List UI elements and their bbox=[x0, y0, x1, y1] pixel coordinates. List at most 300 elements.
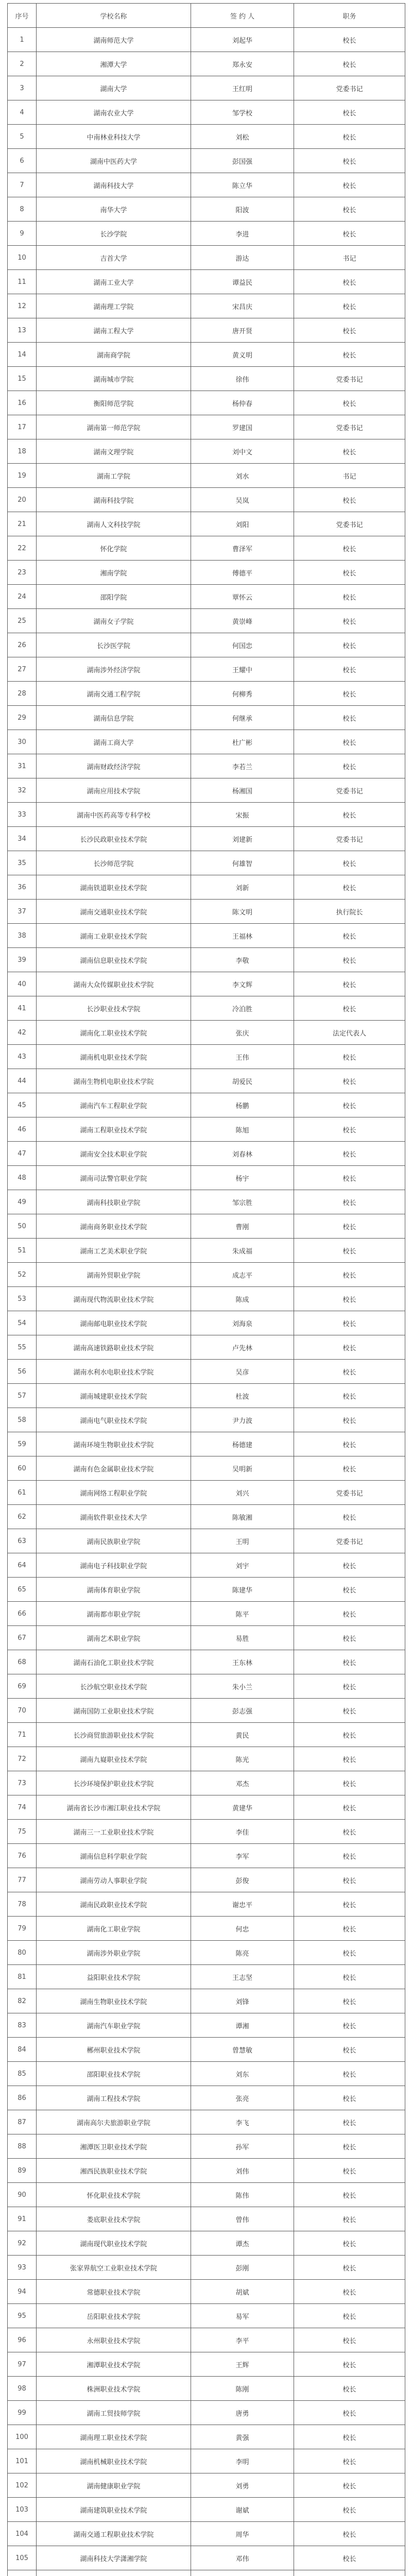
table-row bbox=[8, 173, 405, 197]
row-index: 76 bbox=[8, 1844, 37, 1868]
position: 校长 bbox=[294, 2304, 405, 2328]
row-index: 60 bbox=[8, 1456, 37, 1481]
table-row bbox=[8, 1432, 405, 1456]
school-name: 湖南健康职业学院 bbox=[37, 2473, 191, 2498]
position: 校长 bbox=[294, 1578, 405, 1602]
school-name: 湖南劳动人事职业学院 bbox=[37, 1868, 191, 1892]
row-index: 73 bbox=[8, 1771, 37, 1795]
school-name: 湖南中医药大学 bbox=[37, 149, 191, 173]
signatory-name: 成志平 bbox=[191, 1263, 294, 1287]
signatory-name: 邓伟 bbox=[191, 2546, 294, 2570]
school-name: 湖南信息科学职业学院 bbox=[37, 1844, 191, 1868]
row-index: 94 bbox=[8, 2280, 37, 2304]
position: 校长 bbox=[294, 1505, 405, 1529]
position: 校长 bbox=[294, 2522, 405, 2546]
school-name: 湘潭大学 bbox=[37, 52, 191, 76]
signatory-name: 陈平 bbox=[191, 1602, 294, 1626]
signatory-name: 曹泽军 bbox=[191, 536, 294, 561]
row-index: 35 bbox=[8, 851, 37, 875]
table-row bbox=[8, 972, 405, 996]
signatory-name: 刘海泉 bbox=[191, 1311, 294, 1335]
row-index: 54 bbox=[8, 1311, 37, 1335]
school-name: 湖南水利水电职业技术学院 bbox=[37, 1360, 191, 1384]
signatory-name: 谭湘 bbox=[191, 2013, 294, 2038]
table-row bbox=[8, 996, 405, 1021]
table-row bbox=[8, 1868, 405, 1892]
school-name: 南华大学 bbox=[37, 197, 191, 222]
table-row bbox=[8, 222, 405, 246]
position: 校长 bbox=[294, 1408, 405, 1432]
position: 校长 bbox=[294, 2352, 405, 2377]
table-row bbox=[8, 2570, 405, 2576]
header-signatory: 签 约 人 bbox=[191, 4, 294, 28]
signatory-name: 刘阳 bbox=[191, 512, 294, 536]
school-name: 长沙商贸旅游职业技术学院 bbox=[37, 1723, 191, 1747]
signatory-name: 王耀中 bbox=[191, 657, 294, 682]
school-name: 湖南工贸技师学院 bbox=[37, 2401, 191, 2425]
table-row bbox=[8, 2086, 405, 2110]
row-index: 5 bbox=[8, 125, 37, 149]
school-name: 湖南安全技术职业学院 bbox=[37, 1142, 191, 1166]
signatory-name: 冷泊胜 bbox=[191, 996, 294, 1021]
signatory-name: 黄强 bbox=[191, 2425, 294, 2449]
row-index: 59 bbox=[8, 1432, 37, 1456]
school-name: 湖南工业大学 bbox=[37, 270, 191, 294]
school-name: 湖南工程技术学院 bbox=[37, 2086, 191, 2110]
row-index: 10 bbox=[8, 246, 37, 270]
school-name: 湖南国防工业职业技术学院 bbox=[37, 1699, 191, 1723]
table-row bbox=[8, 1553, 405, 1578]
signatory-name: 何继承 bbox=[191, 706, 294, 730]
school-name: 湖南九嶷职业技术学院 bbox=[37, 1747, 191, 1771]
row-index: 100 bbox=[8, 2425, 37, 2449]
position: 校长 bbox=[294, 536, 405, 561]
school-name: 湖南师范大学 bbox=[37, 28, 191, 52]
signatory-name: 刘新 bbox=[191, 875, 294, 900]
position: 校长 bbox=[294, 2449, 405, 2473]
school-name: 湖南高速铁路职业技术学院 bbox=[37, 1335, 191, 1360]
table-row bbox=[8, 464, 405, 488]
school-name: 湖南人文科技学院 bbox=[37, 512, 191, 536]
row-index: 43 bbox=[8, 1045, 37, 1069]
position: 校长 bbox=[294, 1626, 405, 1650]
position: 校长 bbox=[294, 1239, 405, 1263]
table-row bbox=[8, 1335, 405, 1360]
school-name: 湖南石油化工职业技术学院 bbox=[37, 1650, 191, 1674]
school-name: 湖南第一师范学院 bbox=[37, 415, 191, 439]
school-name: 湖南商务职业技术学院 bbox=[37, 1214, 191, 1239]
position: 校长 bbox=[294, 2013, 405, 2038]
position: 党委书记 bbox=[294, 76, 405, 100]
signatory-name: 陈敏湘 bbox=[191, 1505, 294, 1529]
school-name: 长沙学院 bbox=[37, 222, 191, 246]
table-row bbox=[8, 1166, 405, 1190]
row-index: 33 bbox=[8, 803, 37, 827]
row-index: 79 bbox=[8, 1917, 37, 1941]
signatory-name: 何忠 bbox=[191, 1917, 294, 1941]
position: 校长 bbox=[294, 1699, 405, 1723]
school-name: 湖南大众传媒职业技术学院 bbox=[37, 972, 191, 996]
signatory-name: 黄崇峰 bbox=[191, 609, 294, 633]
signatory-name: 邹学校 bbox=[191, 100, 294, 125]
table-row bbox=[8, 2449, 405, 2473]
row-index: 71 bbox=[8, 1723, 37, 1747]
row-index: 18 bbox=[8, 439, 37, 464]
row-index: 66 bbox=[8, 1602, 37, 1626]
signatory-name: 邓杰 bbox=[191, 1771, 294, 1795]
signatory-name: 杨宇 bbox=[191, 1166, 294, 1190]
row-index: 23 bbox=[8, 561, 37, 585]
signatory-name: 黄民 bbox=[191, 1723, 294, 1747]
row-index: 70 bbox=[8, 1699, 37, 1723]
signatory-name: 覃怀云 bbox=[191, 585, 294, 609]
position: 校长 bbox=[294, 657, 405, 682]
table-row bbox=[8, 125, 405, 149]
signatory-name: 李佳 bbox=[191, 1820, 294, 1844]
school-name: 湖南生物机电职业技术学院 bbox=[37, 1069, 191, 1093]
table-row bbox=[8, 1650, 405, 1674]
school-name: 长沙民政职业技术学院 bbox=[37, 827, 191, 851]
school-name: 湖南机械职业技术学院 bbox=[37, 2449, 191, 2473]
position: 校长 bbox=[294, 2546, 405, 2570]
table-row bbox=[8, 318, 405, 343]
signatory-name: 陈立华 bbox=[191, 173, 294, 197]
position: 校长 bbox=[294, 609, 405, 633]
row-index: 78 bbox=[8, 1892, 37, 1917]
table-row bbox=[8, 1529, 405, 1553]
row-index: 26 bbox=[8, 633, 37, 657]
signatory-name: 李飞 bbox=[191, 2110, 294, 2134]
signatory-name: 刘春林 bbox=[191, 1142, 294, 1166]
signatory-table bbox=[7, 3, 405, 2576]
position: 校长 bbox=[294, 1892, 405, 1917]
table-row bbox=[8, 1045, 405, 1069]
position: 校长 bbox=[294, 1384, 405, 1408]
row-index: 99 bbox=[8, 2401, 37, 2425]
row-index: 98 bbox=[8, 2377, 37, 2401]
row-index: 45 bbox=[8, 1093, 37, 1117]
row-index: 84 bbox=[8, 2038, 37, 2062]
school-name: 长沙环境保护职业技术学院 bbox=[37, 1771, 191, 1795]
signatory-name: 唐开贤 bbox=[191, 318, 294, 343]
position: 校长 bbox=[294, 2280, 405, 2304]
table-row bbox=[8, 488, 405, 512]
signatory-name: 易军 bbox=[191, 2304, 294, 2328]
table-row bbox=[8, 1578, 405, 1602]
position: 校长 bbox=[294, 439, 405, 464]
signatory-name: 邹宗胜 bbox=[191, 1190, 294, 1214]
position: 校长 bbox=[294, 706, 405, 730]
table-row bbox=[8, 2038, 405, 2062]
school-name: 湖南现代职业技术学院 bbox=[37, 2231, 191, 2256]
table-row bbox=[8, 1771, 405, 1795]
table-row bbox=[8, 1795, 405, 1820]
position: 校长 bbox=[294, 1287, 405, 1311]
table-row bbox=[8, 2522, 405, 2546]
school-name: 湖南农业大学 bbox=[37, 100, 191, 125]
signatory-name: 彭志强 bbox=[191, 1699, 294, 1723]
position: 校长 bbox=[294, 1069, 405, 1093]
signatory-name: 徐伟 bbox=[191, 367, 294, 391]
row-index: 104 bbox=[8, 2522, 37, 2546]
table-row bbox=[8, 609, 405, 633]
school-name: 湖南工程职业技术学院 bbox=[37, 1117, 191, 1142]
row-index: 74 bbox=[8, 1795, 37, 1820]
school-name: 湖南软件职业技术大学 bbox=[37, 1505, 191, 1529]
signatory-name: 陈刚 bbox=[191, 2377, 294, 2401]
signatory-name: 杨仲春 bbox=[191, 391, 294, 415]
row-index: 42 bbox=[8, 1021, 37, 1045]
school-name: 湖南体育职业学院 bbox=[37, 1578, 191, 1602]
position: 党委书记 bbox=[294, 512, 405, 536]
school-name: 长沙航空职业技术学院 bbox=[37, 1674, 191, 1699]
row-index: 93 bbox=[8, 2256, 37, 2280]
row-index: 14 bbox=[8, 343, 37, 367]
row-index: 68 bbox=[8, 1650, 37, 1674]
school-name: 湖南省长沙市湘江职业技术学院 bbox=[37, 1795, 191, 1820]
position: 校长 bbox=[294, 803, 405, 827]
row-index: 105 bbox=[8, 2546, 37, 2570]
table-row bbox=[8, 1069, 405, 1093]
table-row bbox=[8, 2062, 405, 2086]
signatory-name: 谢斌 bbox=[191, 2498, 294, 2522]
signatory-name: 何柳秀 bbox=[191, 682, 294, 706]
school-name: 岳阳职业技术学院 bbox=[37, 2304, 191, 2328]
row-index: 83 bbox=[8, 2013, 37, 2038]
row-index: 92 bbox=[8, 2231, 37, 2256]
table-row bbox=[8, 1892, 405, 1917]
signatory-name: 王东林 bbox=[191, 1650, 294, 1674]
school-name: 娄底职业技术学院 bbox=[37, 2207, 191, 2231]
signatory-name: 彭刚 bbox=[191, 2256, 294, 2280]
position: 校长 bbox=[294, 730, 405, 754]
school-name: 湘南学院 bbox=[37, 561, 191, 585]
row-index: 56 bbox=[8, 1360, 37, 1384]
position: 校长 bbox=[294, 924, 405, 948]
school-name: 湖南化工职业技术学院 bbox=[37, 1021, 191, 1045]
row-index: 63 bbox=[8, 1529, 37, 1553]
position: 校长 bbox=[294, 28, 405, 52]
school-name: 湖南生物职业技术学院 bbox=[37, 1989, 191, 2013]
signatory-name: 曾伟 bbox=[191, 2207, 294, 2231]
table-row bbox=[8, 1021, 405, 1045]
signatory-table-sheet bbox=[7, 3, 405, 2576]
signatory-name: 杨湘国 bbox=[191, 778, 294, 803]
row-index: 48 bbox=[8, 1166, 37, 1190]
table-row bbox=[8, 1820, 405, 1844]
signatory-name: 唐勇 bbox=[191, 2401, 294, 2425]
position: 校长 bbox=[294, 1795, 405, 1820]
position: 校长 bbox=[294, 2183, 405, 2207]
position: 校长 bbox=[294, 1166, 405, 1190]
position: 校长 bbox=[294, 1989, 405, 2013]
school-name: 湖南城市学院 bbox=[37, 367, 191, 391]
table-row bbox=[8, 1263, 405, 1287]
position: 校长 bbox=[294, 2062, 405, 2086]
table-row bbox=[8, 2110, 405, 2134]
school-name: 湖南科技职业学院 bbox=[37, 1190, 191, 1214]
table-row bbox=[8, 2425, 405, 2449]
school-name: 湖南有色金属职业技术学院 bbox=[37, 1456, 191, 1481]
row-index: 103 bbox=[8, 2498, 37, 2522]
school-name: 湖南涉外经济学院 bbox=[37, 657, 191, 682]
signatory-name: 宋振 bbox=[191, 803, 294, 827]
position: 校长 bbox=[294, 1650, 405, 1674]
signatory-name: 朱小兰 bbox=[191, 1674, 294, 1699]
signatory-name: 阳波 bbox=[191, 197, 294, 222]
row-index: 51 bbox=[8, 1239, 37, 1263]
table-row bbox=[8, 2328, 405, 2352]
table-row bbox=[8, 1384, 405, 1408]
school-name: 湖南交通工程职业技术学院 bbox=[37, 2522, 191, 2546]
table-row bbox=[8, 2013, 405, 2038]
signatory-name: 李若兰 bbox=[191, 754, 294, 778]
school-name: 衡阳师范学院 bbox=[37, 391, 191, 415]
signatory-name: 李明 bbox=[191, 2449, 294, 2473]
school-name: 湖南工商大学 bbox=[37, 730, 191, 754]
position: 执行院长 bbox=[294, 900, 405, 924]
position: 校长 bbox=[294, 1917, 405, 1941]
row-index: 22 bbox=[8, 536, 37, 561]
signatory-name: 刘中文 bbox=[191, 439, 294, 464]
signatory-name: 王福林 bbox=[191, 924, 294, 948]
position: 校长 bbox=[294, 1844, 405, 1868]
table-row bbox=[8, 246, 405, 270]
signatory-name: 李敬 bbox=[191, 948, 294, 972]
position: 书记 bbox=[294, 246, 405, 270]
signatory-name: 曹刚 bbox=[191, 1214, 294, 1239]
table-row bbox=[8, 512, 405, 536]
table-body bbox=[8, 28, 405, 2576]
school-name: 湖南科技学院 bbox=[37, 488, 191, 512]
school-name: 湖南艺术职业学院 bbox=[37, 1626, 191, 1650]
table-row bbox=[8, 2183, 405, 2207]
position: 校长 bbox=[294, 2425, 405, 2449]
row-index: 30 bbox=[8, 730, 37, 754]
position: 校长 bbox=[294, 2473, 405, 2498]
position: 校长 bbox=[294, 488, 405, 512]
row-index: 28 bbox=[8, 682, 37, 706]
row-index: 24 bbox=[8, 585, 37, 609]
signatory-name: 李进 bbox=[191, 222, 294, 246]
school-name: 湖南理工职业技术学院 bbox=[37, 2425, 191, 2449]
position: 党委书记 bbox=[294, 778, 405, 803]
school-name: 湖南铁道职业技术学院 bbox=[37, 875, 191, 900]
signatory-name: 李文辉 bbox=[191, 972, 294, 996]
school-name: 湖南交通工程学院 bbox=[37, 682, 191, 706]
signatory-name: 陈旭 bbox=[191, 1117, 294, 1142]
signatory-name: 吴彦 bbox=[191, 1360, 294, 1384]
school-name: 长沙职业技术学院 bbox=[37, 996, 191, 1021]
signatory-name: 张庆 bbox=[191, 1021, 294, 1045]
signatory-name: 彭俊 bbox=[191, 1868, 294, 1892]
table-row bbox=[8, 1917, 405, 1941]
signatory-name: 王志坚 bbox=[191, 1965, 294, 1989]
table-row bbox=[8, 2280, 405, 2304]
table-row bbox=[8, 561, 405, 585]
position: 校长 bbox=[294, 851, 405, 875]
signatory-name: 杜广彬 bbox=[191, 730, 294, 754]
school-name: 湖南化工职业学院 bbox=[37, 1917, 191, 1941]
row-index: 11 bbox=[8, 270, 37, 294]
position: 校长 bbox=[294, 294, 405, 318]
row-index: 72 bbox=[8, 1747, 37, 1771]
table-row bbox=[8, 2256, 405, 2280]
school-name: 湖南交通职业技术学院 bbox=[37, 900, 191, 924]
row-index: 101 bbox=[8, 2449, 37, 2473]
signatory-name: 宋昌庆 bbox=[191, 294, 294, 318]
position: 校长 bbox=[294, 1335, 405, 1360]
table-row bbox=[8, 2498, 405, 2522]
row-index: 36 bbox=[8, 875, 37, 900]
table-row bbox=[8, 1287, 405, 1311]
school-name: 怀化职业技术学院 bbox=[37, 2183, 191, 2207]
school-name: 湖南邮电职业技术学院 bbox=[37, 1311, 191, 1335]
signatory-name: 李军 bbox=[191, 1844, 294, 1868]
row-index: 9 bbox=[8, 222, 37, 246]
signatory-name: 陈亮 bbox=[191, 1941, 294, 1965]
table-row bbox=[8, 294, 405, 318]
signatory-name: 刘东 bbox=[191, 2062, 294, 2086]
school-name: 湖南外贸职业学院 bbox=[37, 1263, 191, 1287]
row-index: 27 bbox=[8, 657, 37, 682]
position: 校长 bbox=[294, 972, 405, 996]
school-name: 湖南城建职业技术学院 bbox=[37, 1384, 191, 1408]
row-index: 62 bbox=[8, 1505, 37, 1529]
row-index bbox=[8, 2570, 37, 2576]
table-row bbox=[8, 1093, 405, 1117]
table-row bbox=[8, 924, 405, 948]
table-row bbox=[8, 536, 405, 561]
school-name: 湖南科技大学 bbox=[37, 173, 191, 197]
row-index: 25 bbox=[8, 609, 37, 633]
position: 校长 bbox=[294, 2231, 405, 2256]
school-name: 湖南三一工业职业技术学院 bbox=[37, 1820, 191, 1844]
table-row bbox=[8, 875, 405, 900]
school-name: 长沙医学院 bbox=[37, 633, 191, 657]
school-name: 湖南民族职业学院 bbox=[37, 1529, 191, 1553]
row-index: 13 bbox=[8, 318, 37, 343]
position: 校长 bbox=[294, 1965, 405, 1989]
table-row bbox=[8, 1941, 405, 1965]
position: 校长 bbox=[294, 561, 405, 585]
row-index: 49 bbox=[8, 1190, 37, 1214]
row-index: 96 bbox=[8, 2328, 37, 2352]
table-row bbox=[8, 2159, 405, 2183]
school-name: 湖南现代物流职业技术学院 bbox=[37, 1287, 191, 1311]
row-index: 67 bbox=[8, 1626, 37, 1650]
school-name: 湖南信息学院 bbox=[37, 706, 191, 730]
school-name: 湖南环境生物职业技术学院 bbox=[37, 1432, 191, 1456]
position: 校长 bbox=[294, 1093, 405, 1117]
position: 校长 bbox=[294, 2377, 405, 2401]
table-row bbox=[8, 343, 405, 367]
table-row bbox=[8, 2473, 405, 2498]
position: 校长 bbox=[294, 149, 405, 173]
row-index: 86 bbox=[8, 2086, 37, 2110]
signatory-name: 王伟 bbox=[191, 1045, 294, 1069]
signatory-name: 吴岚 bbox=[191, 488, 294, 512]
school-name: 张家界航空工业职业技术学院 bbox=[37, 2256, 191, 2280]
position: 校长 bbox=[294, 2110, 405, 2134]
row-index: 53 bbox=[8, 1287, 37, 1311]
signatory-name: 刘宇 bbox=[191, 1553, 294, 1578]
row-index: 75 bbox=[8, 1820, 37, 1844]
school-name: 常德职业技术学院 bbox=[37, 2280, 191, 2304]
signatory-name: 刘锋 bbox=[191, 1989, 294, 2013]
table-row bbox=[8, 391, 405, 415]
signatory-name: 曾慧敏 bbox=[191, 2038, 294, 2062]
